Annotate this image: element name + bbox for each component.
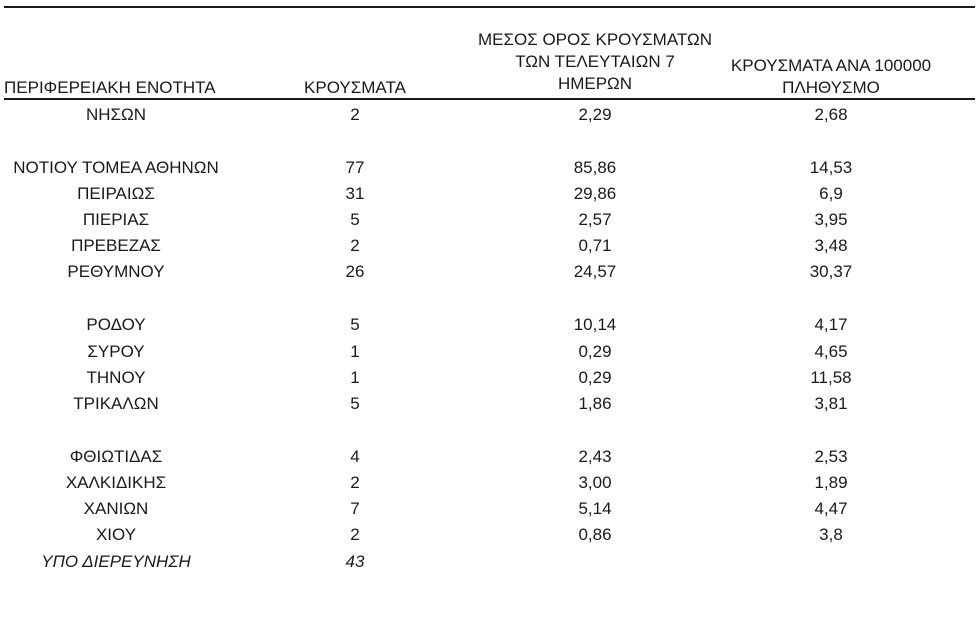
row-cases: 5 bbox=[350, 315, 360, 334]
row-seven-day-average: 0,86 bbox=[578, 525, 612, 544]
row-region: ΡΕΘΥΜΝΟΥ bbox=[67, 262, 165, 281]
table-row bbox=[0, 207, 979, 233]
table-row bbox=[0, 549, 979, 575]
header-cases: ΚΡΟΥΣΜΑΤΑ bbox=[304, 78, 406, 97]
row-region: ΠΙΕΡΙΑΣ bbox=[82, 210, 150, 229]
row-cases: 43 bbox=[345, 552, 365, 571]
row-region: ΠΕΙΡΑΙΩΣ bbox=[77, 184, 155, 203]
header-avg-line: ΜΕΣΟΣ ΟΡΟΣ ΚΡΟΥΣΜΑΤΩΝ bbox=[478, 30, 712, 49]
row-cases: 77 bbox=[345, 158, 365, 177]
row-cases: 2 bbox=[350, 473, 360, 492]
row-cases: 2 bbox=[350, 105, 360, 124]
header-avg-line: ΗΜΕΡΩΝ bbox=[557, 74, 633, 93]
table-row bbox=[0, 312, 979, 338]
table-row bbox=[0, 470, 979, 496]
row-seven-day-average: 2,43 bbox=[578, 447, 612, 466]
row-cases-per-100k: 4,47 bbox=[814, 499, 848, 518]
row-seven-day-average: 29,86 bbox=[573, 184, 617, 203]
row-cases: 31 bbox=[345, 184, 365, 203]
table-row bbox=[0, 496, 979, 522]
row-cases: 1 bbox=[350, 342, 360, 361]
row-cases-per-100k: 4,17 bbox=[814, 315, 848, 334]
table-row bbox=[0, 522, 979, 548]
row-cases: 2 bbox=[350, 236, 360, 255]
row-cases-per-100k: 14,53 bbox=[809, 158, 853, 177]
row-seven-day-average: 5,14 bbox=[578, 499, 612, 518]
table-row bbox=[0, 391, 979, 417]
row-seven-day-average: 2,57 bbox=[578, 210, 612, 229]
row-cases-per-100k: 3,81 bbox=[814, 394, 848, 413]
row-cases-per-100k: 2,68 bbox=[814, 105, 848, 124]
row-cases: 5 bbox=[350, 394, 360, 413]
row-cases-per-100k: 4,65 bbox=[814, 342, 848, 361]
row-cases-per-100k: 6,9 bbox=[819, 184, 843, 203]
row-region: ΤΡΙΚΑΛΩΝ bbox=[73, 394, 159, 413]
row-cases-per-100k: 3,8 bbox=[819, 525, 843, 544]
row-seven-day-average: 2,29 bbox=[578, 105, 612, 124]
table-row bbox=[0, 102, 979, 128]
row-cases: 5 bbox=[350, 210, 360, 229]
row-seven-day-average: 0,29 bbox=[578, 368, 612, 387]
row-cases: 26 bbox=[345, 262, 365, 281]
header-seven-day-average bbox=[450, 29, 740, 95]
table-row bbox=[0, 155, 979, 181]
row-region: ΥΠΟ ΔΙΕΡΕΥΝΗΣΗ bbox=[41, 552, 191, 571]
row-region: ΝΗΣΩΝ bbox=[85, 105, 147, 124]
table-row bbox=[0, 365, 979, 391]
row-region: ΤΗΝΟΥ bbox=[86, 368, 146, 387]
row-region: ΝΟΤΙΟΥ ΤΟΜΕΑ ΑΘΗΝΩΝ bbox=[13, 158, 219, 177]
table-row bbox=[0, 259, 979, 285]
row-seven-day-average: 3,00 bbox=[578, 473, 612, 492]
row-region: ΧΑΝΙΩΝ bbox=[83, 499, 149, 518]
row-cases-per-100k: 1,89 bbox=[814, 473, 848, 492]
row-region: ΠΡΕΒΕΖΑΣ bbox=[71, 236, 161, 255]
row-seven-day-average: 10,14 bbox=[573, 315, 617, 334]
row-seven-day-average: 24,57 bbox=[573, 262, 617, 281]
table-row bbox=[0, 444, 979, 470]
row-region: ΣΥΡΟΥ bbox=[87, 342, 145, 361]
row-cases-per-100k: 3,95 bbox=[814, 210, 848, 229]
row-cases-per-100k: 11,58 bbox=[810, 368, 852, 387]
header-per100k-line: ΚΡΟΥΣΜΑΤΑ ΑΝΑ 100000 bbox=[730, 56, 932, 75]
row-cases: 7 bbox=[350, 499, 360, 518]
row-seven-day-average: 0,71 bbox=[578, 236, 612, 255]
row-seven-day-average: 0,29 bbox=[578, 342, 612, 361]
row-cases: 1 bbox=[350, 368, 360, 387]
row-region: ΧΑΛΚΙΔΙΚΗΣ bbox=[65, 473, 167, 492]
row-region: ΡΟΔΟΥ bbox=[86, 315, 146, 334]
row-cases: 4 bbox=[350, 447, 360, 466]
header-per100k-line: ΠΛΗΘΥΣΜΟ bbox=[782, 78, 880, 97]
row-cases-per-100k: 30,37 bbox=[809, 262, 853, 281]
row-cases: 2 bbox=[350, 525, 360, 544]
row-region: ΧΙΟΥ bbox=[95, 525, 137, 544]
header-rule bbox=[4, 98, 975, 100]
top-rule bbox=[4, 6, 975, 8]
row-cases-per-100k: 2,53 bbox=[814, 447, 848, 466]
table-row bbox=[0, 181, 979, 207]
table-row bbox=[0, 233, 979, 259]
table-row bbox=[0, 339, 979, 365]
header-region: ΠΕΡΙΦΕΡΕΙΑΚΗ ΕΝΟΤΗΤΑ bbox=[4, 78, 216, 97]
row-region: ΦΘΙΩΤΙΔΑΣ bbox=[69, 447, 163, 466]
row-seven-day-average: 1,86 bbox=[578, 394, 612, 413]
header-avg-line: ΤΩΝ ΤΕΛΕΥΤΑΙΩΝ 7 bbox=[515, 52, 675, 71]
row-cases-per-100k: 3,48 bbox=[814, 236, 848, 255]
header-cases-per-100k bbox=[706, 55, 956, 99]
row-seven-day-average: 85,86 bbox=[573, 158, 617, 177]
